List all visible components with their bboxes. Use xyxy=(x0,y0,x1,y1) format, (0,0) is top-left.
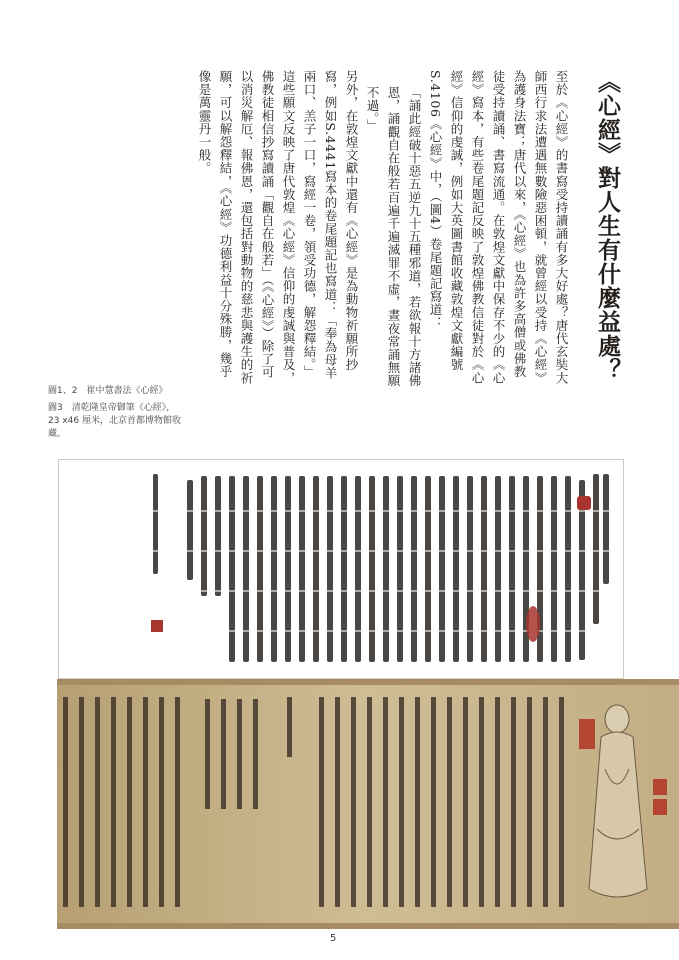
seal-icon xyxy=(579,719,595,749)
page-number: 5 xyxy=(330,933,337,944)
figure-calligraphy-heart-sutra xyxy=(58,459,624,679)
page-title: 《心經》對人生有什麼益處？ xyxy=(594,70,621,382)
seal-icon xyxy=(653,779,667,795)
article-body xyxy=(192,70,572,388)
article-paragraph-1: 至於《心經》的書寫受持讀誦有多大好處？唐代玄奘大師西行求法遭遇無數險惡困頓，就曾經以受持《心經》為護身法寶；唐代以來，《心經》也為許多高僧或佛教徒受持讀誦、書寫流通。在敦煌文獻中保存不少的《心經》寫本，有些卷尾題記反映了敦煌佛教信徒對於《心經》信仰的虔誠，例如大英圖書館收藏敦煌文獻編號S.4106《心經》中，（圖4）卷尾題記寫道： xyxy=(428,70,569,385)
article-quote: 「誦此經破十惡五逆九十五種邪道，若欲報十方諸佛恩，誦觀自在般若百遍千遍滅罪不虛，晝夜常誦無願不過。」 xyxy=(365,86,422,388)
scroll-image xyxy=(57,679,679,929)
seal-icon xyxy=(653,799,667,815)
seal-icon xyxy=(151,620,163,632)
seal-icon xyxy=(577,496,591,510)
figure-qianlong-scroll xyxy=(57,679,679,929)
article-paragraph-3: 這些願文反映了唐代敦煌《心經》信仰的虔誠與普及，佛教徒相信抄寫讀誦「觀自在般若」（《心經》）除了可以消災解厄、報佛恩，還包括對動物的慈悲與護生的祈願，可以解怨釋結，《心經》功德利益十分殊勝，幾乎像是萬靈丹一般。 xyxy=(197,70,296,385)
figure-captions xyxy=(48,385,183,445)
caption-figure-3: 圖3 清乾隆皇帝御筆《心經》，23 x46 厘米，北京首都博物館收藏。 xyxy=(48,403,181,439)
caption-figure-1-2: 圖1、2 崔中慧書法《心經》 xyxy=(48,386,168,396)
article-paragraph-2: 另外，在敦煌文獻中還有《心經》是為動物祈願所抄寫，例如S.4441寫本的卷尾題記也寫道：「奉為母羊兩口、羔子一口，寫經一卷，領受功德，解怨釋結。」 xyxy=(302,70,359,380)
calligraphy-image xyxy=(133,470,613,666)
seal-icon xyxy=(526,606,540,642)
